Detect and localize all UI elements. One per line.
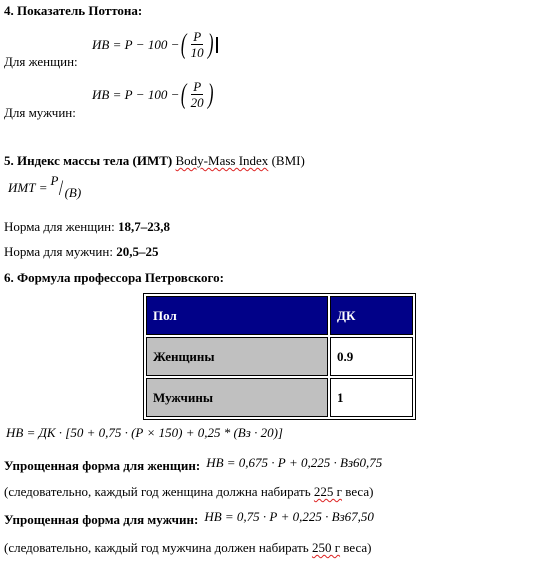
- dk-table: [143, 293, 416, 420]
- open-paren-icon: (: [181, 78, 187, 110]
- dk-table-cell-dk: 0.9: [330, 337, 413, 376]
- norm-men-value: 20,5–25: [116, 244, 159, 259]
- section-6-title: [4, 270, 224, 286]
- section-5-title-abbr: (BMI): [271, 153, 305, 168]
- men-note-post: веса): [343, 540, 372, 555]
- potton-men-fraction: [189, 80, 206, 109]
- close-paren-icon: ): [207, 28, 214, 60]
- section-4-title-text: 4. Показатель Поттона:: [4, 3, 143, 18]
- men-note: [4, 540, 371, 556]
- potton-women-denominator: 10: [190, 45, 204, 60]
- text-cursor-icon: [216, 37, 218, 53]
- section-5-title-english: Body-Mass Index: [175, 153, 269, 168]
- potton-women-fraction: [189, 30, 206, 59]
- bmi-denominator: (В): [64, 185, 82, 200]
- bmi-numerator: Р: [50, 173, 59, 188]
- potton-men-formula-prefix: ИВ = Р − 100 −: [92, 86, 180, 102]
- section-4-title: [4, 3, 142, 19]
- men-simple-formula: НВ = 0,75 · Р + 0,225 · Вз67,50: [204, 509, 374, 524]
- potton-men-numerator: Р: [193, 79, 202, 94]
- norm-women-line: [4, 219, 170, 235]
- women-simple-formula: НВ = 0,675 · Р + 0,225 · Вз60,75: [206, 455, 383, 470]
- section-6-title-text: 6. Формула профессора Петровского:: [4, 270, 224, 285]
- women-note-pre: (следовательно, каждый год женщина должна набирать: [4, 484, 311, 499]
- dk-table-cell-sex: Женщины: [146, 337, 328, 376]
- potton-women-label: [4, 54, 78, 70]
- norm-men-label: Норма для мужчин:: [4, 244, 113, 259]
- potton-women-numerator: Р: [193, 29, 202, 44]
- men-note-pre: (следовательно, каждый год мужчина должен набирать: [4, 540, 309, 555]
- men-simple-line: [4, 509, 374, 528]
- potton-women-label-text: Для женщин:: [4, 54, 78, 69]
- close-paren-icon: ): [207, 78, 214, 110]
- women-simple-line: [4, 455, 383, 474]
- potton-men-formula: [92, 80, 215, 109]
- potton-men-label-text: Для мужчин:: [4, 105, 76, 120]
- women-note: [4, 484, 373, 500]
- dk-table-cell-dk: 1: [330, 378, 413, 417]
- norm-men-line: [4, 244, 158, 260]
- potton-men-denominator: 20: [190, 95, 204, 110]
- dk-table-header-row: [146, 296, 413, 335]
- table-row: [146, 337, 413, 376]
- petrovsky-formula: [6, 425, 283, 441]
- dk-table-header-dk: ДК: [330, 296, 413, 335]
- open-paren-icon: (: [181, 28, 187, 60]
- potton-women-formula-prefix: ИВ = Р − 100 −: [92, 36, 180, 52]
- norm-women-label: Норма для женщин:: [4, 219, 115, 234]
- fraction-slash-icon: /: [59, 175, 64, 200]
- table-row: [146, 378, 413, 417]
- bmi-formula-prefix: ИМТ =: [8, 180, 48, 195]
- dk-table-header-sex: Пол: [146, 296, 328, 335]
- potton-men-label: [4, 105, 76, 121]
- women-note-amount: 225 г: [313, 484, 343, 499]
- section-5-title: [4, 153, 305, 169]
- women-simple-label: Упрощенная форма для женщин:: [4, 458, 201, 473]
- men-note-amount: 250 г: [311, 540, 341, 555]
- norm-women-value: 18,7–23,8: [118, 219, 171, 234]
- dk-table-cell-sex: Мужчины: [146, 378, 328, 417]
- men-simple-label: Упрощенная форма для мужчин:: [4, 512, 199, 527]
- section-5-title-bold: 5. Индекс массы тела (ИМТ): [4, 153, 173, 168]
- petrovsky-formula-text: НВ = ДК · [50 + 0,75 · (Р × 150) + 0,25 * (Вз · 20)]: [6, 425, 283, 440]
- potton-women-formula: [92, 30, 218, 59]
- bmi-formula: [8, 173, 82, 200]
- women-note-post: веса): [345, 484, 374, 499]
- bmi-slash-fraction: [50, 173, 82, 200]
